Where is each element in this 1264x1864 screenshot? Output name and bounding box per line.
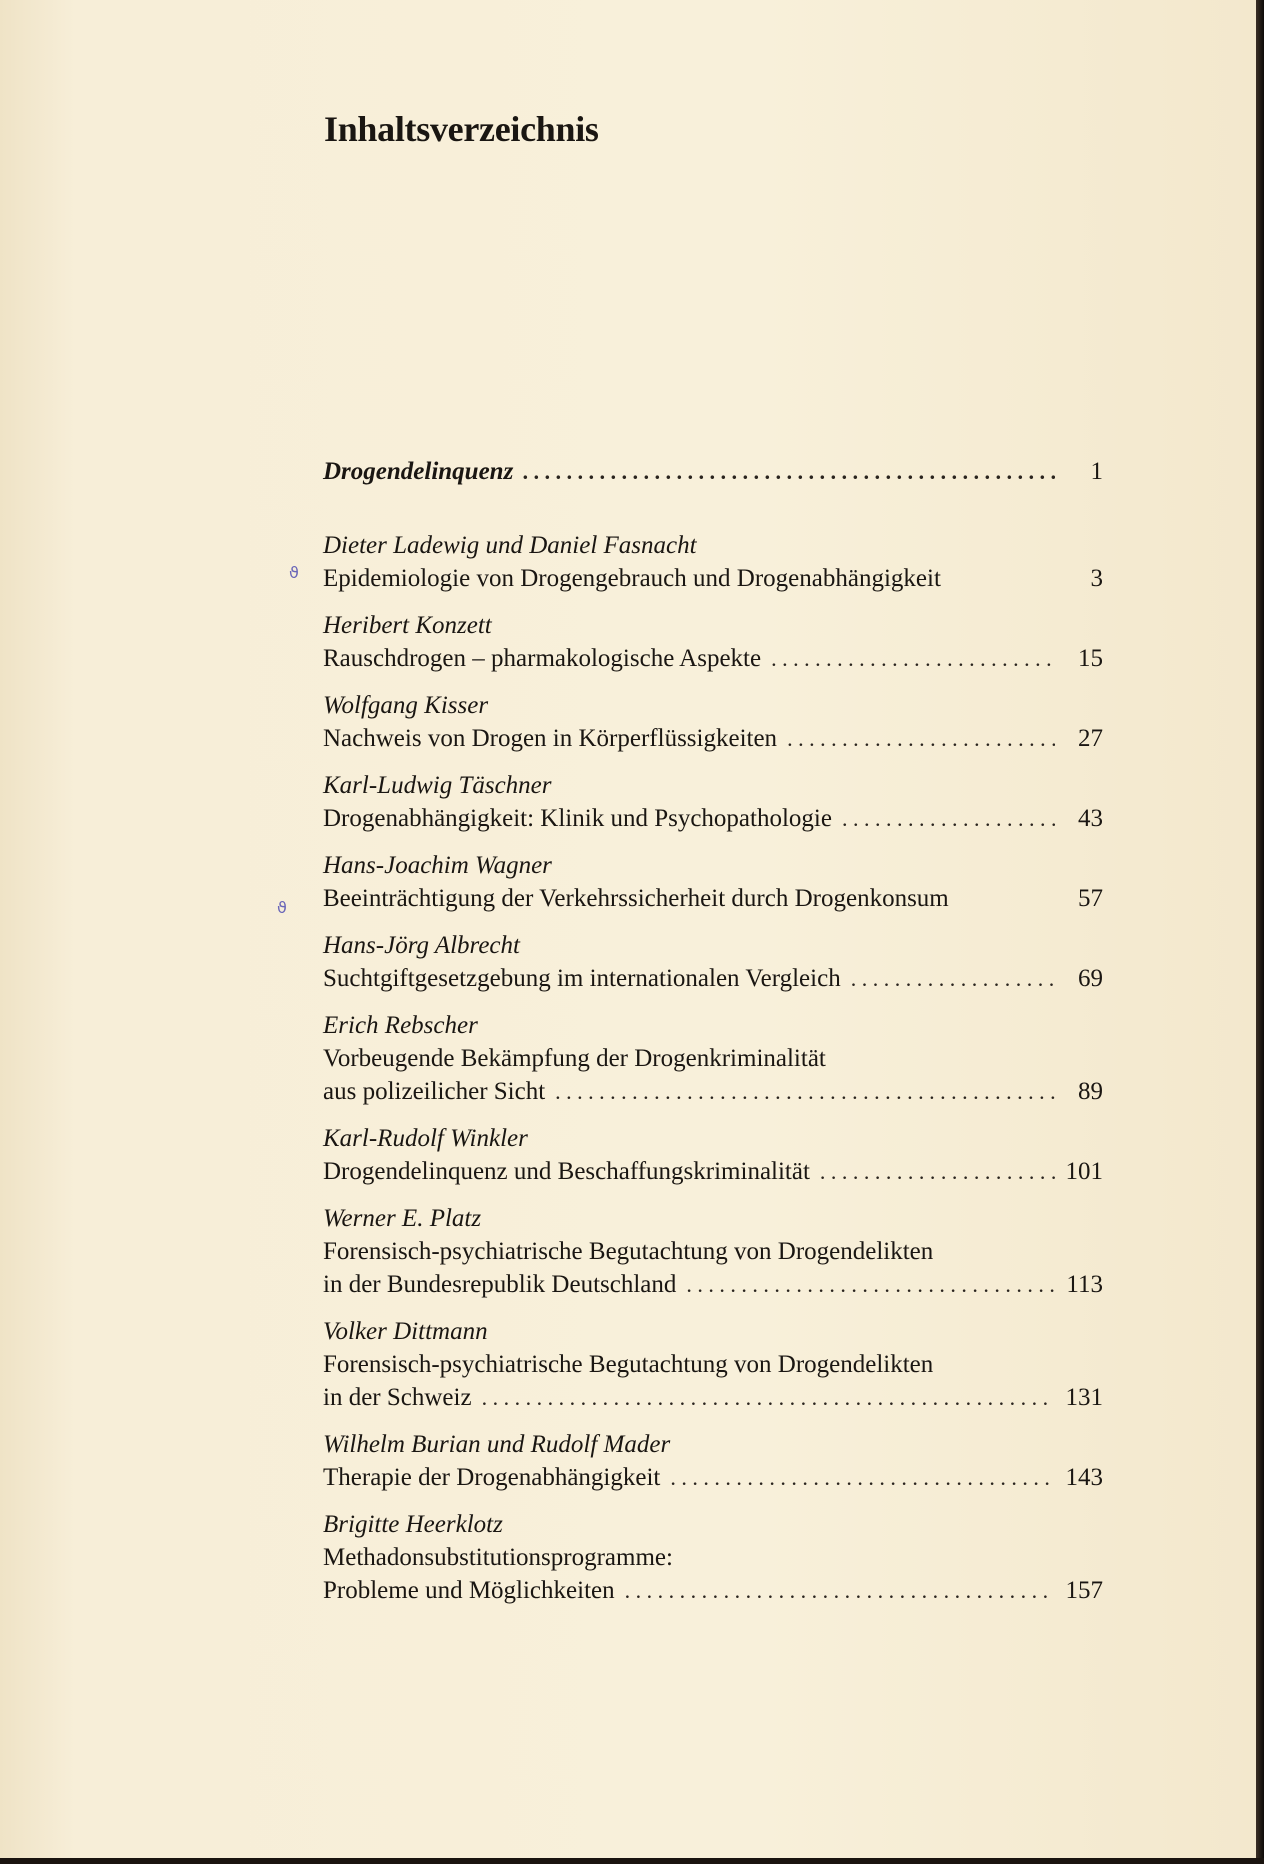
dot-leader bbox=[670, 1461, 1055, 1494]
entry-page-number: 15 bbox=[1078, 645, 1103, 672]
entry-title-line bbox=[323, 1381, 1103, 1414]
entry-title: Methadonsubstitutionsprogramme: bbox=[323, 1544, 673, 1571]
entry-title-line bbox=[323, 1235, 1103, 1268]
entry-page-number: 3 bbox=[1090, 565, 1103, 592]
entry-title: Suchtgiftgesetzgebung im internationalen Vergleich bbox=[323, 965, 841, 992]
toc-entry bbox=[323, 689, 1103, 755]
dot-leader bbox=[771, 642, 1055, 675]
section-line bbox=[323, 455, 1103, 488]
entry-title: in der Bundesrepublik Deutschland bbox=[323, 1271, 677, 1298]
entry-title: Forensisch-psychiatrische Begutachtung von Drogendelikten bbox=[323, 1238, 934, 1265]
entry-title: Epidemiologie von Drogengebrauch und Drogenabhängigkeit bbox=[323, 565, 941, 592]
entry-title: Nachweis von Drogen in Körperflüssigkeiten bbox=[323, 725, 778, 752]
dot-leader bbox=[625, 1574, 1055, 1607]
entry-page-number: 131 bbox=[1065, 1384, 1103, 1411]
entry-title-line bbox=[323, 642, 1103, 675]
entry-title-line bbox=[323, 562, 1103, 595]
dot-leader bbox=[842, 802, 1055, 835]
toc-section bbox=[323, 455, 1103, 488]
toc-entry bbox=[323, 1122, 1103, 1188]
page-edge-bottom bbox=[0, 1858, 1264, 1864]
toc-entry bbox=[323, 929, 1103, 995]
entry-title-line bbox=[323, 802, 1103, 835]
entry-title-line bbox=[323, 1075, 1103, 1108]
entry-title-line bbox=[323, 1461, 1103, 1494]
table-of-contents bbox=[323, 455, 1103, 1621]
entry-page-number: 69 bbox=[1078, 965, 1103, 992]
entry-title: Therapie der Drogenabhängigkeit bbox=[323, 1464, 661, 1491]
dot-leader bbox=[686, 1268, 1055, 1301]
section-page-number: 1 bbox=[1090, 458, 1103, 485]
entry-title-line bbox=[323, 722, 1103, 755]
entry-author: Erich Rebscher bbox=[323, 1012, 478, 1039]
entry-author: Karl-Rudolf Winkler bbox=[323, 1125, 528, 1152]
entry-author: Volker Dittmann bbox=[323, 1318, 488, 1345]
dot-leader bbox=[820, 1155, 1055, 1188]
entry-title: Drogenabhängigkeit: Klinik und Psychopathologie bbox=[323, 805, 832, 832]
toc-entry bbox=[323, 769, 1103, 835]
entry-title-line bbox=[323, 882, 1103, 915]
entry-author: Brigitte Heerklotz bbox=[323, 1511, 503, 1538]
toc-entry bbox=[323, 529, 1103, 595]
entry-author: Wilhelm Burian und Rudolf Mader bbox=[323, 1431, 671, 1458]
entry-title-line bbox=[323, 1268, 1103, 1301]
pencil-mark: ϑ bbox=[277, 898, 287, 917]
dot-leader bbox=[523, 455, 1055, 488]
entry-author: Wolfgang Kisser bbox=[323, 692, 489, 719]
page-title: Inhaltsverzeichnis bbox=[324, 109, 599, 149]
entry-title: Beeinträchtigung der Verkehrssicherheit durch Drogenkonsum bbox=[323, 885, 949, 912]
entry-page-number: 101 bbox=[1065, 1158, 1103, 1185]
pencil-mark: ϑ bbox=[289, 563, 299, 582]
entry-page-number: 43 bbox=[1078, 805, 1103, 832]
entry-author: Hans-Joachim Wagner bbox=[323, 852, 552, 879]
entry-page-number: 89 bbox=[1078, 1078, 1103, 1105]
entry-title: Vorbeugende Bekämpfung der Drogenkriminalität bbox=[323, 1045, 826, 1072]
toc-entry bbox=[323, 609, 1103, 675]
dot-leader bbox=[482, 1381, 1055, 1414]
entry-page-number: 113 bbox=[1066, 1271, 1103, 1298]
entry-title: Forensisch-psychiatrische Begutachtung von Drogendelikten bbox=[323, 1351, 934, 1378]
entry-title: aus polizeilicher Sicht bbox=[323, 1078, 546, 1105]
entry-page-number: 27 bbox=[1078, 725, 1103, 752]
entry-title-line bbox=[323, 1348, 1103, 1381]
entry-title: Probleme und Möglichkeiten bbox=[323, 1577, 615, 1604]
section-title: Drogendelinquenz bbox=[323, 458, 514, 485]
toc-entry bbox=[323, 1508, 1103, 1607]
entry-title-line bbox=[323, 1042, 1103, 1075]
toc-entry bbox=[323, 1428, 1103, 1494]
entry-page-number: 57 bbox=[1078, 885, 1103, 912]
entry-title: Rauschdrogen – pharmakologische Aspekte bbox=[323, 645, 762, 672]
dot-leader bbox=[787, 722, 1055, 755]
entry-author: Dieter Ladewig und Daniel Fasnacht bbox=[323, 532, 697, 559]
entry-title-line bbox=[323, 1541, 1103, 1574]
toc-entry bbox=[323, 1202, 1103, 1301]
entry-author: Hans-Jörg Albrecht bbox=[323, 932, 520, 959]
dot-leader bbox=[555, 1075, 1055, 1108]
page-edge-shadow bbox=[1256, 0, 1264, 1864]
entry-title-line bbox=[323, 1155, 1103, 1188]
toc-entry bbox=[323, 1315, 1103, 1414]
toc-entry bbox=[323, 849, 1103, 915]
entry-page-number: 157 bbox=[1065, 1577, 1103, 1604]
entry-author: Werner E. Platz bbox=[323, 1205, 482, 1232]
entry-title: Drogendelinquenz und Beschaffungskriminalität bbox=[323, 1158, 810, 1185]
toc-entry bbox=[323, 1009, 1103, 1108]
entry-title-line bbox=[323, 962, 1103, 995]
entry-author: Karl-Ludwig Täschner bbox=[323, 772, 552, 799]
entry-title-line bbox=[323, 1574, 1103, 1607]
entry-title: in der Schweiz bbox=[323, 1384, 472, 1411]
entry-page-number: 143 bbox=[1065, 1464, 1103, 1491]
dot-leader bbox=[851, 962, 1055, 995]
entry-author: Heribert Konzett bbox=[323, 612, 492, 639]
